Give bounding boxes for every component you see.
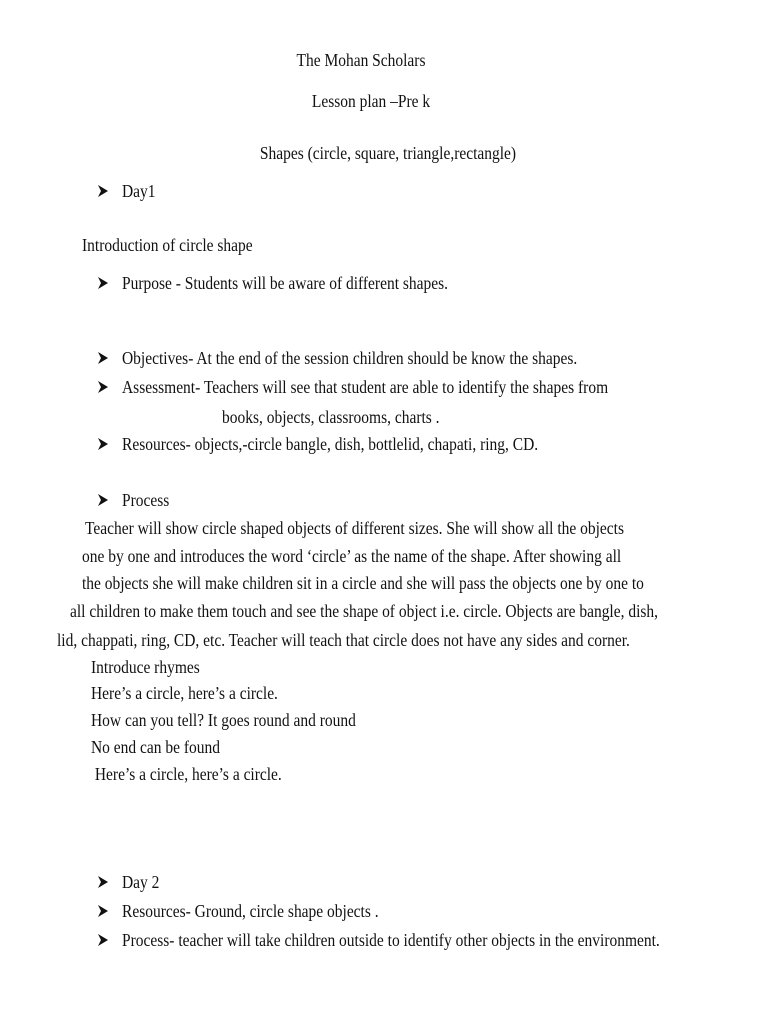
- rhyme-line: Here’s a circle, here’s a circle.: [91, 683, 278, 703]
- process-paragraph-line: one by one and introduces the word ‘circle’ as the name of the shape. After showing all: [82, 546, 622, 566]
- process-paragraph-line: Teacher will show circle shaped objects of different sizes. She will show all the objects: [85, 518, 624, 538]
- arrowhead-bullet-icon: [98, 905, 108, 917]
- assessment-text: Assessment- Teachers will see that student are able to identify the shapes from: [122, 377, 609, 397]
- day2-label: Day 2: [122, 872, 160, 892]
- day2-resources-text: Resources- Ground, circle shape objects .: [122, 901, 379, 921]
- rhyme-line: Here’s a circle, here’s a circle.: [91, 764, 282, 784]
- day1-intro: Introduction of circle shape: [82, 235, 253, 255]
- arrowhead-bullet-icon: [98, 494, 108, 506]
- arrowhead-bullet-icon: [98, 352, 108, 364]
- rhyme-line: How can you tell? It goes round and round: [91, 710, 356, 730]
- school-name: The Mohan Scholars: [296, 50, 426, 70]
- arrowhead-bullet-icon: [98, 438, 108, 450]
- day1-label: Day1: [122, 181, 156, 201]
- arrowhead-bullet-icon: [98, 277, 108, 289]
- arrowhead-bullet-icon: [98, 876, 108, 888]
- topic-title: Shapes (circle, square, triangle,rectangle): [259, 143, 517, 163]
- arrowhead-bullet-icon: [98, 381, 108, 393]
- lesson-plan-title: Lesson plan –Pre k: [311, 91, 431, 111]
- arrowhead-bullet-icon: [98, 185, 108, 197]
- process-paragraph-line: the objects she will make children sit in a circle and she will pass the objects one by one to: [82, 573, 644, 593]
- rhymes-heading: Introduce rhymes: [91, 657, 200, 677]
- process-paragraph-line: lid, chappati, ring, CD, etc. Teacher will teach that circle does not have any sides and corner.: [57, 630, 630, 650]
- purpose-text: Purpose - Students will be aware of different shapes.: [122, 273, 449, 293]
- day2-process-text: Process- teacher will take children outside to identify other objects in the environment.: [122, 930, 660, 950]
- assessment-continuation: books, objects, classrooms, charts .: [222, 407, 440, 427]
- arrowhead-bullet-icon: [98, 934, 108, 946]
- resources-text: Resources- objects,-circle bangle, dish, bottlelid, chapati, ring, CD.: [122, 434, 539, 454]
- process-label: Process: [122, 490, 170, 510]
- rhyme-line: No end can be found: [91, 737, 220, 757]
- process-paragraph-line: all children to make them touch and see the shape of object i.e. circle. Objects are bangle, dish,: [70, 601, 659, 621]
- objectives-text: Objectives- At the end of the session children should be know the shapes.: [122, 348, 578, 368]
